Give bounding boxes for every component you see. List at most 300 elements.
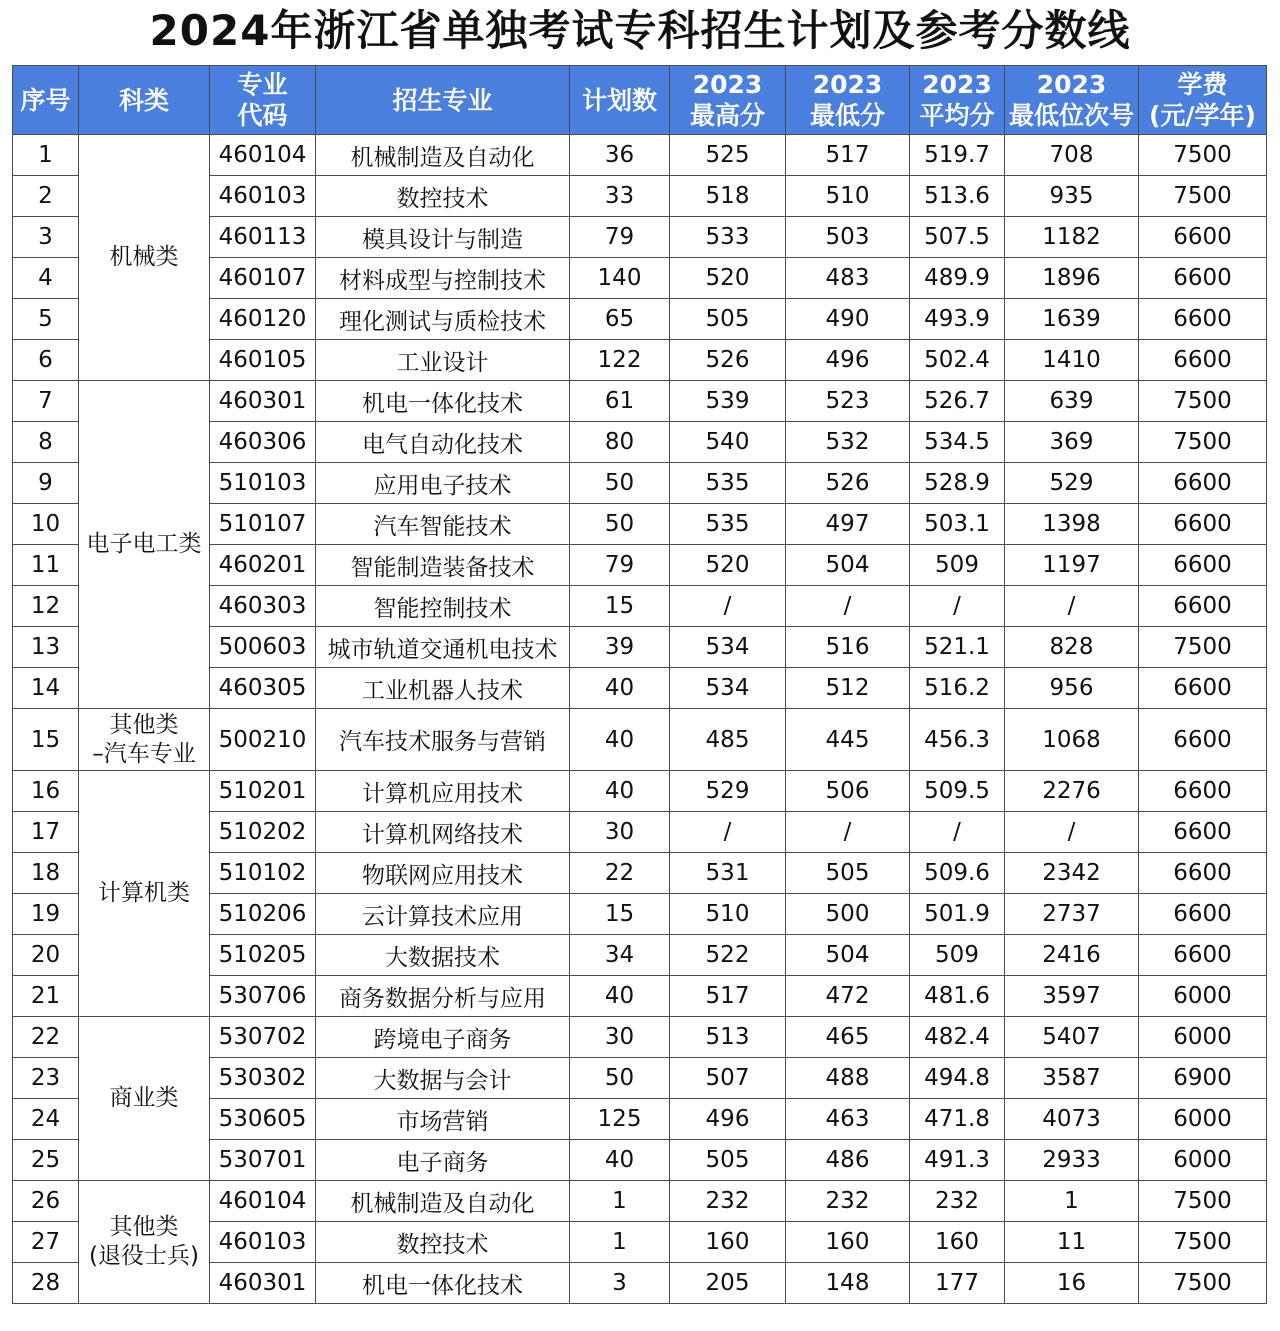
cell-avg: 509.5 bbox=[910, 771, 1005, 812]
cell-plan: 79 bbox=[570, 217, 670, 258]
cell-rank: 2342 bbox=[1005, 853, 1139, 894]
cell-plan: 30 bbox=[570, 1017, 670, 1058]
cell-rank: 1639 bbox=[1005, 299, 1139, 340]
column-header-category bbox=[79, 66, 210, 135]
column-header-max bbox=[670, 66, 786, 135]
cell-rank: 956 bbox=[1005, 668, 1139, 709]
cell-major: 机电一体化技术 bbox=[316, 381, 570, 422]
cell-major: 机械制造及自动化 bbox=[316, 135, 570, 176]
cell-min: / bbox=[786, 586, 910, 627]
cell-seq: 27 bbox=[13, 1222, 79, 1263]
cell-max: 485 bbox=[670, 709, 786, 771]
cell-max: 535 bbox=[670, 463, 786, 504]
cell-avg: 516.2 bbox=[910, 668, 1005, 709]
column-header-line: 最高分 bbox=[689, 101, 765, 130]
cell-rank: 935 bbox=[1005, 176, 1139, 217]
cell-avg: 494.8 bbox=[910, 1058, 1005, 1099]
cell-plan: 65 bbox=[570, 299, 670, 340]
cell-max: 534 bbox=[670, 627, 786, 668]
cell-plan: 50 bbox=[570, 1058, 670, 1099]
cell-rank: 2933 bbox=[1005, 1140, 1139, 1181]
cell-fee: 6600 bbox=[1139, 894, 1267, 935]
cell-fee: 7500 bbox=[1139, 1222, 1267, 1263]
cell-avg: 503.1 bbox=[910, 504, 1005, 545]
table-row bbox=[13, 1181, 1267, 1222]
cell-seq: 20 bbox=[13, 935, 79, 976]
cell-max: 522 bbox=[670, 935, 786, 976]
cell-seq: 4 bbox=[13, 258, 79, 299]
column-header-line: 学费 bbox=[1177, 70, 1228, 99]
cell-max: 535 bbox=[670, 504, 786, 545]
column-header-line: 2023 bbox=[692, 70, 763, 99]
cell-max: 507 bbox=[670, 1058, 786, 1099]
cell-plan: 40 bbox=[570, 976, 670, 1017]
cell-plan: 22 bbox=[570, 853, 670, 894]
column-header-rank bbox=[1005, 66, 1139, 135]
cell-seq: 9 bbox=[13, 463, 79, 504]
cell-fee: 6600 bbox=[1139, 771, 1267, 812]
cell-code: 510206 bbox=[210, 894, 316, 935]
cell-avg: 509 bbox=[910, 935, 1005, 976]
cell-code: 530605 bbox=[210, 1099, 316, 1140]
cell-major: 汽车技术服务与营销 bbox=[316, 709, 570, 771]
cell-code: 460107 bbox=[210, 258, 316, 299]
cell-min: 486 bbox=[786, 1140, 910, 1181]
cell-rank: 1182 bbox=[1005, 217, 1139, 258]
cell-fee: 6600 bbox=[1139, 504, 1267, 545]
cell-code: 510107 bbox=[210, 504, 316, 545]
cell-plan: 3 bbox=[570, 1263, 670, 1304]
cell-seq: 8 bbox=[13, 422, 79, 463]
category-line: (退役士兵) bbox=[89, 1243, 199, 1269]
cell-min: 490 bbox=[786, 299, 910, 340]
cell-major: 智能制造装备技术 bbox=[316, 545, 570, 586]
admissions-table bbox=[12, 65, 1267, 1304]
cell-seq: 24 bbox=[13, 1099, 79, 1140]
cell-major: 工业机器人技术 bbox=[316, 668, 570, 709]
cell-fee: 6600 bbox=[1139, 812, 1267, 853]
table-row bbox=[13, 135, 1267, 176]
cell-min: 483 bbox=[786, 258, 910, 299]
cell-major: 材料成型与控制技术 bbox=[316, 258, 570, 299]
cell-seq: 15 bbox=[13, 709, 79, 771]
column-header-line: 平均分 bbox=[919, 101, 995, 130]
cell-rank: 1410 bbox=[1005, 340, 1139, 381]
cell-max: 520 bbox=[670, 545, 786, 586]
cell-min: 523 bbox=[786, 381, 910, 422]
column-header-line: 专业 bbox=[237, 70, 288, 99]
cell-max: 533 bbox=[670, 217, 786, 258]
column-header-seq bbox=[13, 66, 79, 135]
cell-min: 497 bbox=[786, 504, 910, 545]
cell-min: 505 bbox=[786, 853, 910, 894]
cell-category bbox=[79, 709, 210, 771]
cell-code: 510201 bbox=[210, 771, 316, 812]
cell-seq: 14 bbox=[13, 668, 79, 709]
cell-rank: 1068 bbox=[1005, 709, 1139, 771]
cell-code: 460104 bbox=[210, 135, 316, 176]
cell-code: 500210 bbox=[210, 709, 316, 771]
cell-seq: 2 bbox=[13, 176, 79, 217]
cell-fee: 6600 bbox=[1139, 545, 1267, 586]
cell-plan: 1 bbox=[570, 1222, 670, 1263]
cell-fee: 6600 bbox=[1139, 709, 1267, 771]
cell-avg: 509.6 bbox=[910, 853, 1005, 894]
cell-major: 跨境电子商务 bbox=[316, 1017, 570, 1058]
cell-avg: 513.6 bbox=[910, 176, 1005, 217]
column-header-line: 招生专业 bbox=[392, 85, 493, 115]
cell-max: 496 bbox=[670, 1099, 786, 1140]
cell-code: 460103 bbox=[210, 1222, 316, 1263]
cell-seq: 16 bbox=[13, 771, 79, 812]
cell-avg: / bbox=[910, 812, 1005, 853]
cell-fee: 7500 bbox=[1139, 1263, 1267, 1304]
cell-max: 529 bbox=[670, 771, 786, 812]
cell-code: 460301 bbox=[210, 381, 316, 422]
cell-seq: 19 bbox=[13, 894, 79, 935]
cell-rank: 11 bbox=[1005, 1222, 1139, 1263]
cell-fee: 6600 bbox=[1139, 258, 1267, 299]
cell-major: 智能控制技术 bbox=[316, 586, 570, 627]
cell-category bbox=[79, 1017, 210, 1181]
cell-rank: 16 bbox=[1005, 1263, 1139, 1304]
cell-code: 500603 bbox=[210, 627, 316, 668]
cell-plan: 40 bbox=[570, 771, 670, 812]
cell-avg: 502.4 bbox=[910, 340, 1005, 381]
cell-avg: 491.3 bbox=[910, 1140, 1005, 1181]
cell-code: 510103 bbox=[210, 463, 316, 504]
cell-max: 534 bbox=[670, 668, 786, 709]
cell-fee: 6600 bbox=[1139, 853, 1267, 894]
cell-rank: 4073 bbox=[1005, 1099, 1139, 1140]
cell-major: 机械制造及自动化 bbox=[316, 1181, 570, 1222]
cell-min: 463 bbox=[786, 1099, 910, 1140]
table-body bbox=[13, 135, 1267, 1304]
cell-min: 532 bbox=[786, 422, 910, 463]
cell-fee: 6600 bbox=[1139, 668, 1267, 709]
cell-max: 520 bbox=[670, 258, 786, 299]
cell-rank: 2416 bbox=[1005, 935, 1139, 976]
cell-fee: 6600 bbox=[1139, 463, 1267, 504]
cell-rank: 1197 bbox=[1005, 545, 1139, 586]
table-row bbox=[13, 381, 1267, 422]
cell-rank: 3587 bbox=[1005, 1058, 1139, 1099]
cell-plan: 125 bbox=[570, 1099, 670, 1140]
cell-code: 510202 bbox=[210, 812, 316, 853]
cell-plan: 122 bbox=[570, 340, 670, 381]
cell-fee: 7500 bbox=[1139, 176, 1267, 217]
cell-rank: 1 bbox=[1005, 1181, 1139, 1222]
category-line: –汽车专业 bbox=[92, 740, 196, 767]
cell-fee: 6000 bbox=[1139, 1017, 1267, 1058]
cell-code: 510102 bbox=[210, 853, 316, 894]
cell-major: 模具设计与制造 bbox=[316, 217, 570, 258]
table-row bbox=[13, 709, 1267, 771]
column-header-plan bbox=[570, 66, 670, 135]
cell-max: 505 bbox=[670, 1140, 786, 1181]
category-line: 商业类 bbox=[109, 1085, 179, 1111]
cell-plan: 15 bbox=[570, 894, 670, 935]
cell-major: 云计算技术应用 bbox=[316, 894, 570, 935]
cell-fee: 6600 bbox=[1139, 935, 1267, 976]
cell-plan: 40 bbox=[570, 668, 670, 709]
header-row bbox=[13, 66, 1267, 135]
cell-min: 496 bbox=[786, 340, 910, 381]
cell-max: 540 bbox=[670, 422, 786, 463]
cell-plan: 40 bbox=[570, 1140, 670, 1181]
cell-min: 472 bbox=[786, 976, 910, 1017]
cell-avg: 509 bbox=[910, 545, 1005, 586]
cell-min: 516 bbox=[786, 627, 910, 668]
column-header-line: 代码 bbox=[237, 101, 288, 130]
cell-code: 460305 bbox=[210, 668, 316, 709]
column-header-line: 科类 bbox=[118, 85, 169, 115]
cell-plan: 61 bbox=[570, 381, 670, 422]
cell-plan: 39 bbox=[570, 627, 670, 668]
cell-major: 汽车智能技术 bbox=[316, 504, 570, 545]
cell-rank: 828 bbox=[1005, 627, 1139, 668]
cell-min: 517 bbox=[786, 135, 910, 176]
cell-code: 530706 bbox=[210, 976, 316, 1017]
cell-avg: 471.8 bbox=[910, 1099, 1005, 1140]
cell-category bbox=[79, 135, 210, 381]
page-title: 2024年浙江省单独考试专科招生计划及参考分数线 bbox=[149, 6, 1131, 55]
cell-avg: 521.1 bbox=[910, 627, 1005, 668]
cell-seq: 28 bbox=[13, 1263, 79, 1304]
cell-plan: 30 bbox=[570, 812, 670, 853]
cell-major: 应用电子技术 bbox=[316, 463, 570, 504]
cell-plan: 50 bbox=[570, 463, 670, 504]
cell-avg: 501.9 bbox=[910, 894, 1005, 935]
column-header-line: (元/学年) bbox=[1149, 101, 1256, 130]
column-header-line: 序号 bbox=[20, 85, 71, 115]
cell-seq: 11 bbox=[13, 545, 79, 586]
cell-max: 539 bbox=[670, 381, 786, 422]
cell-fee: 6900 bbox=[1139, 1058, 1267, 1099]
cell-major: 数控技术 bbox=[316, 1222, 570, 1263]
cell-plan: 40 bbox=[570, 709, 670, 771]
cell-code: 460201 bbox=[210, 545, 316, 586]
cell-max: 510 bbox=[670, 894, 786, 935]
cell-max: / bbox=[670, 586, 786, 627]
cell-avg: 507.5 bbox=[910, 217, 1005, 258]
column-header-line: 最低位次号 bbox=[1008, 101, 1134, 130]
cell-major: 电气自动化技术 bbox=[316, 422, 570, 463]
cell-max: / bbox=[670, 812, 786, 853]
cell-rank: / bbox=[1005, 586, 1139, 627]
column-header-avg bbox=[910, 66, 1005, 135]
category-line: 其他类 bbox=[109, 1214, 179, 1240]
table-row bbox=[13, 1017, 1267, 1058]
cell-avg: 528.9 bbox=[910, 463, 1005, 504]
cell-major: 物联网应用技术 bbox=[316, 853, 570, 894]
cell-fee: 7500 bbox=[1139, 1181, 1267, 1222]
cell-code: 530701 bbox=[210, 1140, 316, 1181]
cell-major: 数控技术 bbox=[316, 176, 570, 217]
cell-major: 工业设计 bbox=[316, 340, 570, 381]
cell-rank: 2737 bbox=[1005, 894, 1139, 935]
cell-code: 460105 bbox=[210, 340, 316, 381]
category-line: 电子电工类 bbox=[86, 531, 202, 557]
cell-major: 城市轨道交通机电技术 bbox=[316, 627, 570, 668]
cell-plan: 80 bbox=[570, 422, 670, 463]
cell-max: 526 bbox=[670, 340, 786, 381]
cell-category bbox=[79, 1181, 210, 1304]
cell-seq: 13 bbox=[13, 627, 79, 668]
cell-rank: 369 bbox=[1005, 422, 1139, 463]
cell-max: 205 bbox=[670, 1263, 786, 1304]
cell-rank: 708 bbox=[1005, 135, 1139, 176]
cell-fee: 6600 bbox=[1139, 299, 1267, 340]
cell-seq: 6 bbox=[13, 340, 79, 381]
table-header bbox=[13, 66, 1267, 135]
column-header-fee bbox=[1139, 66, 1267, 135]
cell-code: 460306 bbox=[210, 422, 316, 463]
cell-seq: 10 bbox=[13, 504, 79, 545]
cell-major: 商务数据分析与应用 bbox=[316, 976, 570, 1017]
column-header-code bbox=[210, 66, 316, 135]
cell-avg: 482.4 bbox=[910, 1017, 1005, 1058]
cell-max: 232 bbox=[670, 1181, 786, 1222]
cell-major: 计算机应用技术 bbox=[316, 771, 570, 812]
cell-rank: 1896 bbox=[1005, 258, 1139, 299]
cell-code: 510205 bbox=[210, 935, 316, 976]
cell-rank: 529 bbox=[1005, 463, 1139, 504]
cell-avg: 519.7 bbox=[910, 135, 1005, 176]
cell-plan: 34 bbox=[570, 935, 670, 976]
cell-code: 460103 bbox=[210, 176, 316, 217]
column-header-major bbox=[316, 66, 570, 135]
cell-seq: 17 bbox=[13, 812, 79, 853]
cell-avg: 160 bbox=[910, 1222, 1005, 1263]
cell-avg: / bbox=[910, 586, 1005, 627]
cell-min: 504 bbox=[786, 545, 910, 586]
cell-major: 计算机网络技术 bbox=[316, 812, 570, 853]
cell-major: 大数据技术 bbox=[316, 935, 570, 976]
cell-plan: 79 bbox=[570, 545, 670, 586]
cell-seq: 25 bbox=[13, 1140, 79, 1181]
cell-min: 232 bbox=[786, 1181, 910, 1222]
cell-min: 506 bbox=[786, 771, 910, 812]
cell-seq: 3 bbox=[13, 217, 79, 258]
cell-fee: 6600 bbox=[1139, 586, 1267, 627]
cell-avg: 493.9 bbox=[910, 299, 1005, 340]
cell-max: 160 bbox=[670, 1222, 786, 1263]
cell-code: 460104 bbox=[210, 1181, 316, 1222]
cell-avg: 177 bbox=[910, 1263, 1005, 1304]
cell-min: 148 bbox=[786, 1263, 910, 1304]
cell-plan: 36 bbox=[570, 135, 670, 176]
column-header-line: 2023 bbox=[1036, 70, 1107, 99]
column-header-min bbox=[786, 66, 910, 135]
cell-fee: 7500 bbox=[1139, 627, 1267, 668]
cell-fee: 6600 bbox=[1139, 217, 1267, 258]
cell-major: 大数据与会计 bbox=[316, 1058, 570, 1099]
cell-seq: 7 bbox=[13, 381, 79, 422]
cell-rank: 2276 bbox=[1005, 771, 1139, 812]
cell-avg: 534.5 bbox=[910, 422, 1005, 463]
cell-seq: 5 bbox=[13, 299, 79, 340]
cell-rank: 1398 bbox=[1005, 504, 1139, 545]
cell-min: 526 bbox=[786, 463, 910, 504]
cell-major: 电子商务 bbox=[316, 1140, 570, 1181]
cell-code: 460303 bbox=[210, 586, 316, 627]
cell-code: 460301 bbox=[210, 1263, 316, 1304]
cell-fee: 7500 bbox=[1139, 381, 1267, 422]
category-line: 机械类 bbox=[109, 244, 179, 270]
cell-fee: 6000 bbox=[1139, 1140, 1267, 1181]
cell-max: 513 bbox=[670, 1017, 786, 1058]
cell-plan: 1 bbox=[570, 1181, 670, 1222]
cell-min: 510 bbox=[786, 176, 910, 217]
cell-avg: 456.3 bbox=[910, 709, 1005, 771]
cell-seq: 23 bbox=[13, 1058, 79, 1099]
category-line: 其他类 bbox=[109, 711, 179, 738]
table-row bbox=[13, 771, 1267, 812]
cell-avg: 481.6 bbox=[910, 976, 1005, 1017]
cell-major: 机电一体化技术 bbox=[316, 1263, 570, 1304]
cell-avg: 489.9 bbox=[910, 258, 1005, 299]
cell-min: 500 bbox=[786, 894, 910, 935]
cell-seq: 21 bbox=[13, 976, 79, 1017]
cell-plan: 33 bbox=[570, 176, 670, 217]
cell-fee: 7500 bbox=[1139, 422, 1267, 463]
cell-min: 488 bbox=[786, 1058, 910, 1099]
cell-major: 市场营销 bbox=[316, 1099, 570, 1140]
cell-max: 531 bbox=[670, 853, 786, 894]
cell-min: 160 bbox=[786, 1222, 910, 1263]
cell-min: 512 bbox=[786, 668, 910, 709]
cell-code: 530302 bbox=[210, 1058, 316, 1099]
cell-rank: 5407 bbox=[1005, 1017, 1139, 1058]
column-header-line: 最低分 bbox=[809, 101, 885, 130]
cell-plan: 140 bbox=[570, 258, 670, 299]
cell-fee: 6600 bbox=[1139, 340, 1267, 381]
cell-fee: 6000 bbox=[1139, 976, 1267, 1017]
cell-category bbox=[79, 381, 210, 709]
category-line: 计算机类 bbox=[98, 880, 190, 906]
cell-rank: 639 bbox=[1005, 381, 1139, 422]
cell-min: / bbox=[786, 812, 910, 853]
column-header-line: 2023 bbox=[922, 70, 992, 99]
cell-code: 460113 bbox=[210, 217, 316, 258]
cell-avg: 526.7 bbox=[910, 381, 1005, 422]
cell-max: 505 bbox=[670, 299, 786, 340]
cell-fee: 6000 bbox=[1139, 1099, 1267, 1140]
cell-rank: / bbox=[1005, 812, 1139, 853]
cell-min: 445 bbox=[786, 709, 910, 771]
cell-rank: 3597 bbox=[1005, 976, 1139, 1017]
cell-max: 517 bbox=[670, 976, 786, 1017]
cell-seq: 22 bbox=[13, 1017, 79, 1058]
cell-avg: 232 bbox=[910, 1181, 1005, 1222]
column-header-line: 计划数 bbox=[581, 85, 657, 115]
cell-seq: 26 bbox=[13, 1181, 79, 1222]
cell-seq: 1 bbox=[13, 135, 79, 176]
cell-major: 理化测试与质检技术 bbox=[316, 299, 570, 340]
cell-seq: 12 bbox=[13, 586, 79, 627]
cell-code: 460120 bbox=[210, 299, 316, 340]
cell-min: 504 bbox=[786, 935, 910, 976]
cell-fee: 7500 bbox=[1139, 135, 1267, 176]
cell-category bbox=[79, 771, 210, 1017]
cell-seq: 18 bbox=[13, 853, 79, 894]
cell-min: 465 bbox=[786, 1017, 910, 1058]
cell-plan: 50 bbox=[570, 504, 670, 545]
cell-max: 525 bbox=[670, 135, 786, 176]
column-header-line: 2023 bbox=[812, 70, 883, 99]
cell-code: 530702 bbox=[210, 1017, 316, 1058]
